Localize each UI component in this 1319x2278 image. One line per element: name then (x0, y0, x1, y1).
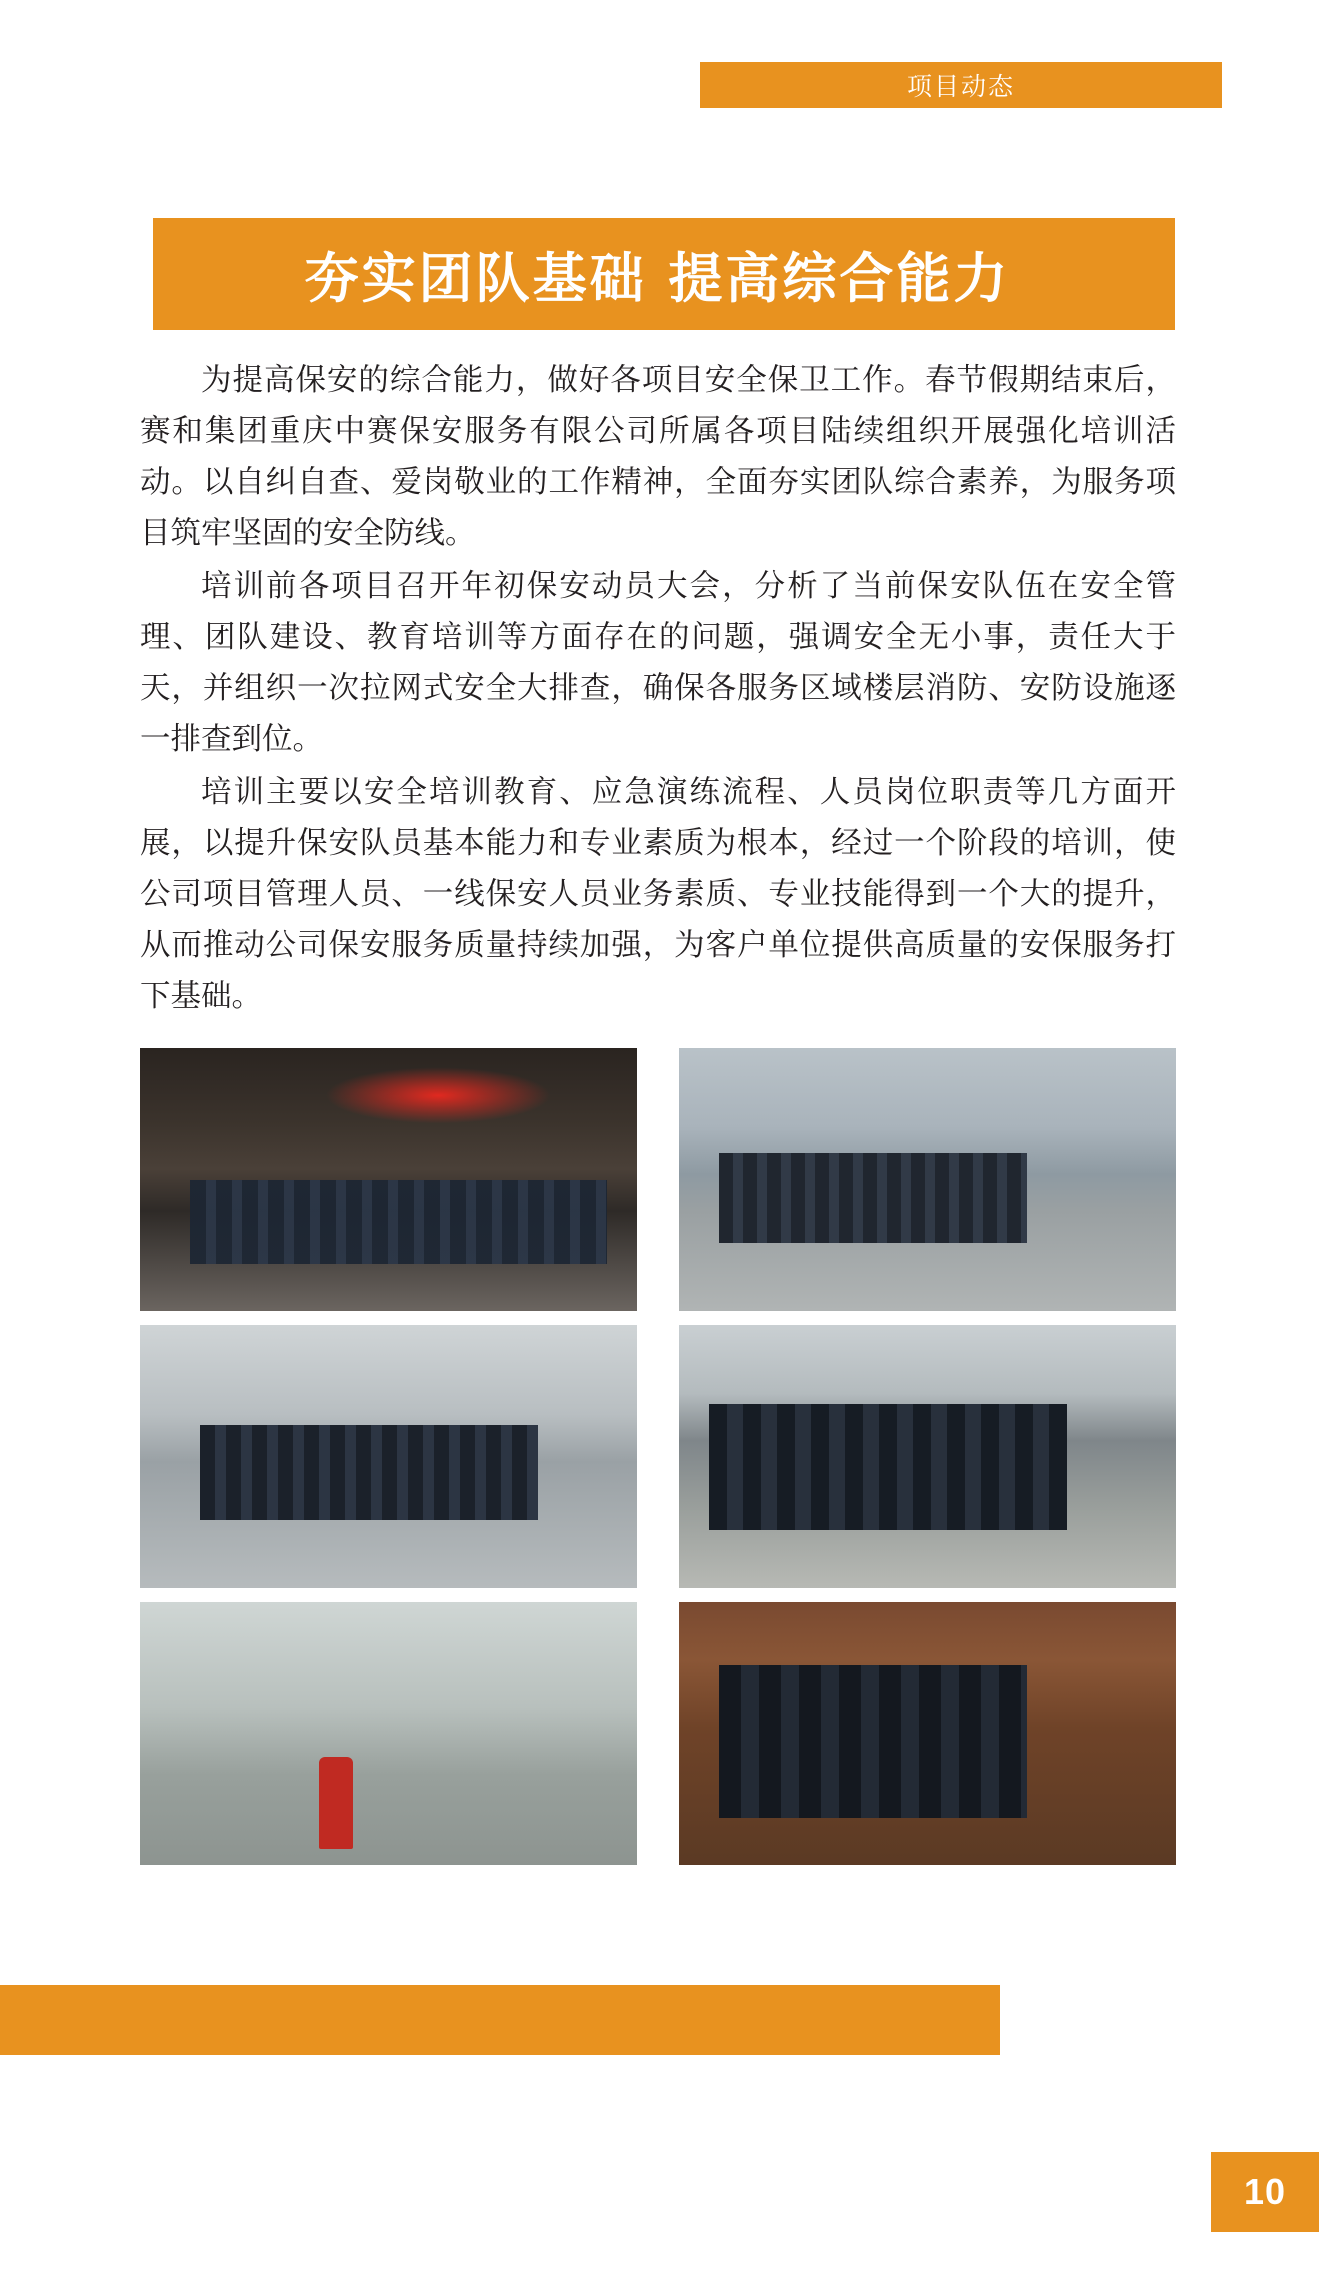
page-number-block (1211, 2152, 1319, 2232)
article-body (140, 355, 1176, 1024)
article-paragraph: 为提高保安的综合能力，做好各项目安全保卫工作。春节假期结束后，赛和集团重庆中赛保安服务有限公司所属各项目陆续组织开展强化培训活动。以自纠自查、爱岗敬业的工作精神，全面夯实团队综合素养，为服务项目筑牢坚固的安全防线。 (140, 363, 1176, 551)
section-tag (700, 62, 1222, 108)
page-number: 10 (1243, 2171, 1287, 2212)
article-paragraph: 培训主要以安全培训教育、应急演练流程、人员岗位职责等几方面开展，以提升保安队员基本能力和专业素质为根本，经过一个阶段的培训，使公司项目管理人员、一线保安人员业务素质、专业技能得到一个大的提升，从而推动公司保安服务质量持续加强，为客户单位提供高质量的安保服务打下基础。 (140, 775, 1176, 1014)
photo-baton-training-indoor (679, 1602, 1176, 1865)
article-paragraph: 培训前各项目召开年初保安动员大会，分析了当前保安队伍在安全管理、团队建设、教育培训等方面存在的问题，强调安全无小事，责任大于天，并组织一次拉网式安全大排查，确保各服务区域楼层消防、安防设施逐一排查到位。 (140, 569, 1176, 757)
photo-indoor-hall-formation (140, 1325, 637, 1588)
footer-accent-bar (0, 1985, 1000, 2055)
photo-grid (140, 1048, 1176, 1865)
page-title: 夯实团队基础 提高综合能力 (304, 246, 1011, 310)
photo-fire-hydrant-training (140, 1602, 637, 1865)
photo-outdoor-lineup (679, 1048, 1176, 1311)
photo-night-assembly (140, 1048, 637, 1311)
photo-baton-drill-outdoor (679, 1325, 1176, 1588)
section-tag-label: 项目动态 (906, 73, 1015, 101)
